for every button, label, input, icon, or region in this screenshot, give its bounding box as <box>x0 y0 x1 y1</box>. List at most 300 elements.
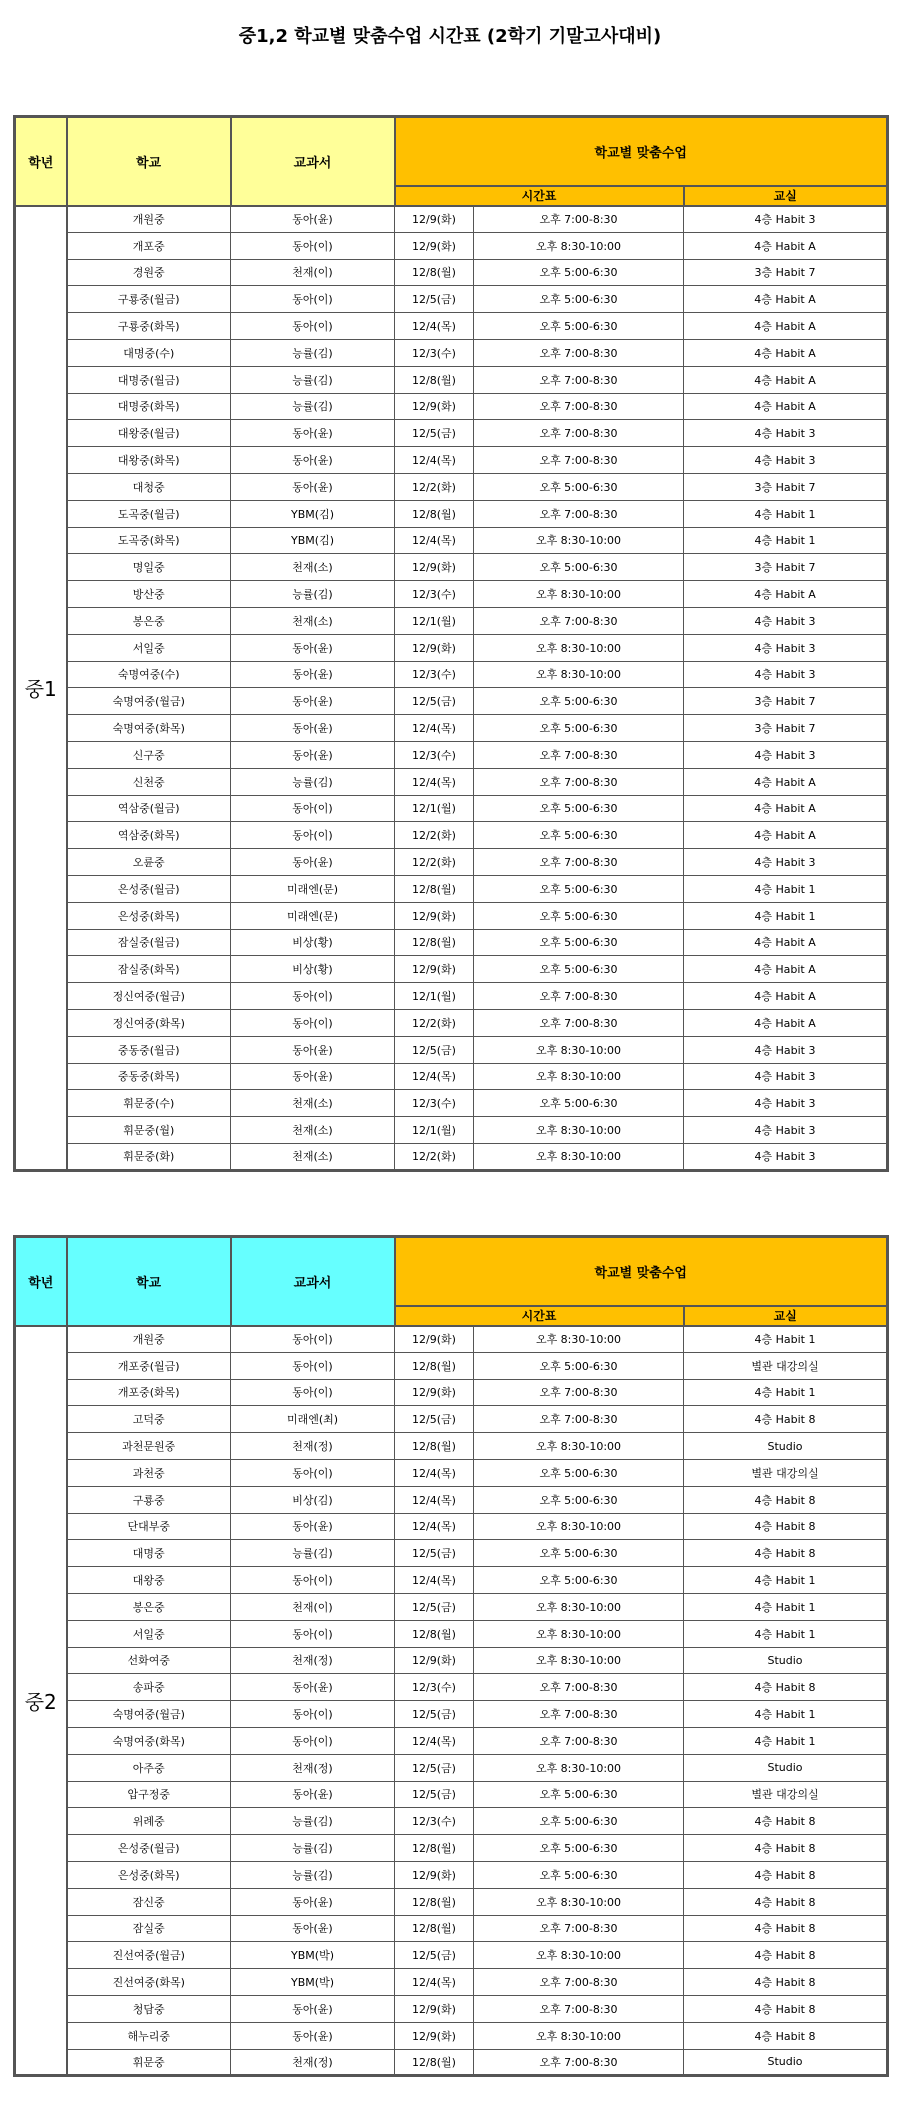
school-cell: 선화여중 <box>67 1647 231 1674</box>
classroom-cell: 4층 Habit 1 <box>684 875 888 902</box>
school-cell: 대명중(화목) <box>67 393 231 420</box>
textbook-cell: 비상(황) <box>231 956 395 983</box>
table-row <box>15 1808 888 1835</box>
date-cell: 12/2(화) <box>395 849 474 876</box>
textbook-cell: 비상(황) <box>231 929 395 956</box>
table-row <box>15 1969 888 1996</box>
textbook-cell: 능률(김) <box>231 1540 395 1567</box>
textbook-cell: 동아(윤) <box>231 715 395 742</box>
classroom-cell: 4층 Habit 1 <box>684 1593 888 1620</box>
school-cell: 진선여중(월금) <box>67 1942 231 1969</box>
classroom-cell: 4층 Habit 3 <box>684 1036 888 1063</box>
school-cell: 과천문원중 <box>67 1433 231 1460</box>
table-row <box>15 1567 888 1594</box>
time-cell: 오후 8:30-10:00 <box>474 1620 684 1647</box>
time-cell: 오후 7:00-8:30 <box>474 768 684 795</box>
table-row <box>15 768 888 795</box>
school-cell: 신천중 <box>67 768 231 795</box>
school-cell: 단대부중 <box>67 1513 231 1540</box>
textbook-cell: 동아(윤) <box>231 2022 395 2049</box>
table-row <box>15 420 888 447</box>
school-cell: 은성중(월금) <box>67 1835 231 1862</box>
time-cell: 오후 8:30-10:00 <box>474 1754 684 1781</box>
school-cell: 봉은중 <box>67 607 231 634</box>
classroom-cell: 4층 Habit 3 <box>684 634 888 661</box>
school-cell: 아주중 <box>67 1754 231 1781</box>
table-row <box>15 741 888 768</box>
table-row <box>15 929 888 956</box>
school-cell: 잠실중 <box>67 1915 231 1942</box>
school-header: 학교 <box>67 117 231 206</box>
classroom-cell: 4층 Habit 1 <box>684 1727 888 1754</box>
time-cell: 오후 5:00-6:30 <box>474 929 684 956</box>
time-cell: 오후 7:00-8:30 <box>474 339 684 366</box>
textbook-cell: YBM(박) <box>231 1969 395 1996</box>
school-cell: 방산중 <box>67 581 231 608</box>
table-row <box>15 1513 888 1540</box>
date-cell: 12/3(수) <box>395 1090 474 1117</box>
classroom-cell: Studio <box>684 1754 888 1781</box>
school-cell: 오륜중 <box>67 849 231 876</box>
textbook-header: 교과서 <box>231 1237 395 1326</box>
time-cell: 오후 5:00-6:30 <box>474 1352 684 1379</box>
time-cell: 오후 8:30-10:00 <box>474 1063 684 1090</box>
classroom-cell: 4층 Habit 1 <box>684 1701 888 1728</box>
date-cell: 12/2(화) <box>395 473 474 500</box>
table-row <box>15 1647 888 1674</box>
textbook-cell: 동아(윤) <box>231 206 395 233</box>
textbook-cell: 동아(이) <box>231 1326 395 1353</box>
table-row <box>15 1406 888 1433</box>
time-cell: 오후 8:30-10:00 <box>474 634 684 661</box>
classroom-cell: 4층 Habit 8 <box>684 1513 888 1540</box>
grade1-rows <box>15 206 888 1171</box>
table-row <box>15 1754 888 1781</box>
date-cell: 12/3(수) <box>395 581 474 608</box>
table-row <box>15 259 888 286</box>
date-cell: 12/9(화) <box>395 1326 474 1353</box>
classroom-cell: 4층 Habit 1 <box>684 1620 888 1647</box>
table-row <box>15 393 888 420</box>
classroom-cell: 별관 대강의실 <box>684 1781 888 1808</box>
classroom-cell: 4층 Habit A <box>684 795 888 822</box>
time-cell: 오후 8:30-10:00 <box>474 1593 684 1620</box>
time-cell: 오후 8:30-10:00 <box>474 232 684 259</box>
time-cell: 오후 8:30-10:00 <box>474 1513 684 1540</box>
textbook-cell: 동아(이) <box>231 232 395 259</box>
school-cell: 명일중 <box>67 554 231 581</box>
time-cell: 오후 8:30-10:00 <box>474 1143 684 1170</box>
date-cell: 12/9(화) <box>395 1995 474 2022</box>
table-row <box>15 607 888 634</box>
textbook-cell: 능률(김) <box>231 393 395 420</box>
classroom-cell: 4층 Habit 8 <box>684 1969 888 1996</box>
textbook-cell: 동아(윤) <box>231 1513 395 1540</box>
table-row <box>15 1835 888 1862</box>
table-row <box>15 1379 888 1406</box>
school-cell: 은성중(월금) <box>67 875 231 902</box>
date-cell: 12/4(목) <box>395 313 474 340</box>
school-cell: 휘문중(월) <box>67 1117 231 1144</box>
table-row <box>15 1701 888 1728</box>
classroom-cell: 4층 Habit 3 <box>684 607 888 634</box>
school-cell: 서일중 <box>67 1620 231 1647</box>
textbook-cell: 천재(정) <box>231 1754 395 1781</box>
school-cell: 개원중 <box>67 206 231 233</box>
time-cell: 오후 5:00-6:30 <box>474 1835 684 1862</box>
time-cell: 오후 7:00-8:30 <box>474 1406 684 1433</box>
table-row <box>15 902 888 929</box>
date-cell: 12/1(월) <box>395 795 474 822</box>
classroom-cell: 4층 Habit 3 <box>684 1117 888 1144</box>
textbook-cell: 능률(김) <box>231 366 395 393</box>
time-cell: 오후 5:00-6:30 <box>474 1567 684 1594</box>
date-cell: 12/8(월) <box>395 366 474 393</box>
grade-label: 중2 <box>15 1326 67 2076</box>
time-cell: 오후 5:00-6:30 <box>474 1781 684 1808</box>
date-cell: 12/8(월) <box>395 1835 474 1862</box>
school-cell: 봉은중 <box>67 1593 231 1620</box>
textbook-cell: 동아(이) <box>231 1379 395 1406</box>
textbook-header: 교과서 <box>231 117 395 206</box>
date-cell: 12/4(목) <box>395 1063 474 1090</box>
date-cell: 12/8(월) <box>395 1888 474 1915</box>
table-row <box>15 286 888 313</box>
classroom-cell: 4층 Habit A <box>684 822 888 849</box>
classroom-cell: 4층 Habit 8 <box>684 1995 888 2022</box>
textbook-cell: 천재(소) <box>231 1090 395 1117</box>
classroom-cell: 3층 Habit 7 <box>684 554 888 581</box>
classroom-cell: 4층 Habit 3 <box>684 849 888 876</box>
school-cell: 잠실중(월금) <box>67 929 231 956</box>
date-cell: 12/9(화) <box>395 232 474 259</box>
classroom-cell: 3층 Habit 7 <box>684 473 888 500</box>
textbook-cell: 동아(이) <box>231 795 395 822</box>
school-cell: 개원중 <box>67 1326 231 1353</box>
table-row <box>15 1486 888 1513</box>
table-row <box>15 1036 888 1063</box>
time-cell: 오후 7:00-8:30 <box>474 1969 684 1996</box>
table-row <box>15 1620 888 1647</box>
classroom-cell: 4층 Habit 8 <box>684 1808 888 1835</box>
date-cell: 12/5(금) <box>395 1942 474 1969</box>
school-cell: 숙명여중(수) <box>67 661 231 688</box>
table-row <box>15 1942 888 1969</box>
time-cell: 오후 8:30-10:00 <box>474 661 684 688</box>
school-cell: 서일중 <box>67 634 231 661</box>
textbook-cell: 천재(정) <box>231 1433 395 1460</box>
school-cell: 잠신중 <box>67 1888 231 1915</box>
time-cell: 오후 7:00-8:30 <box>474 366 684 393</box>
grade-header: 학년 <box>15 1237 67 1326</box>
time-cell: 오후 8:30-10:00 <box>474 1647 684 1674</box>
date-cell: 12/8(월) <box>395 1620 474 1647</box>
classroom-cell: 3층 Habit 7 <box>684 715 888 742</box>
table-row <box>15 1781 888 1808</box>
school-cell: 휘문중(수) <box>67 1090 231 1117</box>
date-cell: 12/9(화) <box>395 1647 474 1674</box>
textbook-cell: 미래엔(최) <box>231 1406 395 1433</box>
textbook-cell: 동아(이) <box>231 983 395 1010</box>
classroom-cell: 4층 Habit A <box>684 581 888 608</box>
textbook-cell: 동아(이) <box>231 1620 395 1647</box>
table-row <box>15 1727 888 1754</box>
school-cell: 해누리중 <box>67 2022 231 2049</box>
date-cell: 12/9(화) <box>395 206 474 233</box>
date-cell: 12/8(월) <box>395 259 474 286</box>
school-cell: 위례중 <box>67 1808 231 1835</box>
classroom-cell: 4층 Habit 3 <box>684 447 888 474</box>
table-row <box>15 2022 888 2049</box>
date-cell: 12/5(금) <box>395 1781 474 1808</box>
classroom-cell: 4층 Habit 8 <box>684 1406 888 1433</box>
date-cell: 12/9(화) <box>395 1379 474 1406</box>
time-cell: 오후 7:00-8:30 <box>474 1379 684 1406</box>
time-cell: 오후 7:00-8:30 <box>474 447 684 474</box>
table-row <box>15 527 888 554</box>
time-cell: 오후 5:00-6:30 <box>474 902 684 929</box>
date-cell: 12/5(금) <box>395 1593 474 1620</box>
classroom-cell: 4층 Habit A <box>684 1009 888 1036</box>
time-cell: 오후 7:00-8:30 <box>474 1674 684 1701</box>
date-cell: 12/4(목) <box>395 768 474 795</box>
table-row <box>15 1352 888 1379</box>
time-cell: 오후 8:30-10:00 <box>474 1326 684 1353</box>
classroom-cell: 별관 대강의실 <box>684 1459 888 1486</box>
date-cell: 12/9(화) <box>395 393 474 420</box>
textbook-cell: 능률(김) <box>231 1861 395 1888</box>
school-cell: 중동중(화목) <box>67 1063 231 1090</box>
classroom-cell: 4층 Habit A <box>684 768 888 795</box>
table-row <box>15 232 888 259</box>
textbook-cell: 동아(윤) <box>231 741 395 768</box>
date-cell: 12/8(월) <box>395 1433 474 1460</box>
time-cell: 오후 7:00-8:30 <box>474 1009 684 1036</box>
textbook-cell: 동아(윤) <box>231 688 395 715</box>
time-cell: 오후 5:00-6:30 <box>474 1459 684 1486</box>
table-row <box>15 849 888 876</box>
date-cell: 12/8(월) <box>395 875 474 902</box>
school-cell: 과천중 <box>67 1459 231 1486</box>
classroom-cell: 4층 Habit A <box>684 313 888 340</box>
classroom-cell: 4층 Habit 8 <box>684 1540 888 1567</box>
time-cell: 오후 7:00-8:30 <box>474 206 684 233</box>
table-row <box>15 1995 888 2022</box>
time-cell: 오후 5:00-6:30 <box>474 313 684 340</box>
time-cell: 오후 5:00-6:30 <box>474 473 684 500</box>
school-cell: 신구중 <box>67 741 231 768</box>
date-cell: 12/5(금) <box>395 1406 474 1433</box>
classroom-cell: 4층 Habit 8 <box>684 1486 888 1513</box>
classroom-cell: 4층 Habit 8 <box>684 1915 888 1942</box>
time-cell: 오후 7:00-8:30 <box>474 607 684 634</box>
table-row <box>15 1540 888 1567</box>
textbook-cell: 천재(정) <box>231 1647 395 1674</box>
textbook-cell: 동아(이) <box>231 1701 395 1728</box>
table-row <box>15 447 888 474</box>
date-cell: 12/9(화) <box>395 554 474 581</box>
table-row <box>15 581 888 608</box>
school-cell: 숙명여중(월금) <box>67 1701 231 1728</box>
date-cell: 12/4(목) <box>395 715 474 742</box>
date-cell: 12/4(목) <box>395 527 474 554</box>
classroom-cell: 4층 Habit A <box>684 232 888 259</box>
date-cell: 12/4(목) <box>395 447 474 474</box>
classroom-cell: 4층 Habit A <box>684 929 888 956</box>
time-cell: 오후 7:00-8:30 <box>474 393 684 420</box>
classroom-cell: 4층 Habit 3 <box>684 420 888 447</box>
school-cell: 개포중 <box>67 232 231 259</box>
table-row <box>15 366 888 393</box>
table-row <box>15 875 888 902</box>
textbook-cell: 동아(윤) <box>231 473 395 500</box>
table-row <box>15 688 888 715</box>
school-cell: 숙명여중(화목) <box>67 1727 231 1754</box>
classroom-cell: 4층 Habit 1 <box>684 1567 888 1594</box>
school-cell: 역삼중(화목) <box>67 822 231 849</box>
classroom-cell: 4층 Habit 3 <box>684 741 888 768</box>
school-cell: 대왕중(화목) <box>67 447 231 474</box>
date-cell: 12/5(금) <box>395 1754 474 1781</box>
time-cell: 오후 8:30-10:00 <box>474 527 684 554</box>
time-cell: 오후 5:00-6:30 <box>474 1808 684 1835</box>
table-row <box>15 1861 888 1888</box>
time-cell: 오후 7:00-8:30 <box>474 420 684 447</box>
date-cell: 12/4(목) <box>395 1727 474 1754</box>
textbook-cell: 동아(이) <box>231 313 395 340</box>
classroom-cell: 4층 Habit A <box>684 339 888 366</box>
table-row <box>15 206 888 233</box>
school-cell: 구룡중 <box>67 1486 231 1513</box>
time-cell: 오후 5:00-6:30 <box>474 1861 684 1888</box>
grade-header: 학년 <box>15 117 67 206</box>
textbook-cell: 천재(이) <box>231 1593 395 1620</box>
classroom-cell: 4층 Habit 1 <box>684 1326 888 1353</box>
date-cell: 12/4(목) <box>395 1459 474 1486</box>
classroom-header: 교실 <box>684 186 888 206</box>
textbook-cell: 동아(윤) <box>231 1781 395 1808</box>
textbook-cell: 능률(김) <box>231 581 395 608</box>
time-cell: 오후 7:00-8:30 <box>474 849 684 876</box>
date-cell: 12/3(수) <box>395 1808 474 1835</box>
school-header: 학교 <box>67 1237 231 1326</box>
classroom-cell: 4층 Habit A <box>684 286 888 313</box>
date-cell: 12/9(화) <box>395 2022 474 2049</box>
table-row <box>15 1915 888 1942</box>
textbook-cell: YBM(김) <box>231 500 395 527</box>
table-row <box>15 1674 888 1701</box>
date-cell: 12/1(월) <box>395 1117 474 1144</box>
classroom-cell: 별관 대강의실 <box>684 1352 888 1379</box>
classroom-cell: Studio <box>684 2049 888 2076</box>
classroom-cell: 4층 Habit 8 <box>684 1942 888 1969</box>
table-row <box>15 1090 888 1117</box>
table-row <box>15 661 888 688</box>
textbook-cell: 동아(윤) <box>231 1674 395 1701</box>
classroom-cell: 4층 Habit 3 <box>684 661 888 688</box>
time-cell: 오후 7:00-8:30 <box>474 983 684 1010</box>
school-cell: 잠실중(화목) <box>67 956 231 983</box>
textbook-cell: 비상(김) <box>231 1486 395 1513</box>
time-cell: 오후 5:00-6:30 <box>474 259 684 286</box>
table-row <box>15 1063 888 1090</box>
time-cell: 오후 7:00-8:30 <box>474 1915 684 1942</box>
time-cell: 오후 8:30-10:00 <box>474 1117 684 1144</box>
textbook-cell: 능률(김) <box>231 768 395 795</box>
school-cell: 중동중(월금) <box>67 1036 231 1063</box>
time-cell: 오후 5:00-6:30 <box>474 1486 684 1513</box>
textbook-cell: 동아(윤) <box>231 1036 395 1063</box>
time-cell: 오후 5:00-6:30 <box>474 688 684 715</box>
table-row <box>15 822 888 849</box>
textbook-cell: 천재(이) <box>231 259 395 286</box>
textbook-cell: YBM(박) <box>231 1942 395 1969</box>
date-cell: 12/1(월) <box>395 983 474 1010</box>
date-cell: 12/9(화) <box>395 956 474 983</box>
classroom-cell: 4층 Habit 8 <box>684 1835 888 1862</box>
textbook-cell: 천재(소) <box>231 1143 395 1170</box>
textbook-cell: 동아(이) <box>231 1727 395 1754</box>
school-cell: 개포중(화목) <box>67 1379 231 1406</box>
time-cell: 오후 7:00-8:30 <box>474 500 684 527</box>
school-cell: 청담중 <box>67 1995 231 2022</box>
school-cell: 도곡중(화목) <box>67 527 231 554</box>
table-row <box>15 1593 888 1620</box>
table-row <box>15 983 888 1010</box>
textbook-cell: 동아(이) <box>231 286 395 313</box>
school-cell: 숙명여중(월금) <box>67 688 231 715</box>
textbook-cell: 동아(이) <box>231 822 395 849</box>
classroom-cell: Studio <box>684 1647 888 1674</box>
table-row <box>15 313 888 340</box>
textbook-cell: 동아(윤) <box>231 447 395 474</box>
classroom-cell: 4층 Habit A <box>684 983 888 1010</box>
time-cell: 오후 5:00-6:30 <box>474 1090 684 1117</box>
textbook-cell: 미래엔(문) <box>231 902 395 929</box>
textbook-cell: 동아(윤) <box>231 661 395 688</box>
school-cell: 구룡중(월금) <box>67 286 231 313</box>
classroom-cell: 4층 Habit A <box>684 366 888 393</box>
date-cell: 12/2(화) <box>395 1143 474 1170</box>
table-row <box>15 473 888 500</box>
custom-class-header: 학교별 맞춤수업 <box>395 117 888 186</box>
table-row <box>15 339 888 366</box>
table-row <box>15 1143 888 1170</box>
date-cell: 12/5(금) <box>395 688 474 715</box>
time-cell: 오후 7:00-8:30 <box>474 1995 684 2022</box>
table-row <box>15 1326 888 1353</box>
grade2-rows <box>15 1326 888 2076</box>
school-cell: 대명중(월금) <box>67 366 231 393</box>
classroom-cell: 4층 Habit 3 <box>684 206 888 233</box>
time-cell: 오후 8:30-10:00 <box>474 2022 684 2049</box>
school-cell: 개포중(월금) <box>67 1352 231 1379</box>
table-row <box>15 795 888 822</box>
classroom-cell: 4층 Habit 3 <box>684 1090 888 1117</box>
school-cell: 은성중(화목) <box>67 1861 231 1888</box>
classroom-cell: 4층 Habit 1 <box>684 527 888 554</box>
school-cell: 대명중(수) <box>67 339 231 366</box>
textbook-cell: 천재(소) <box>231 554 395 581</box>
table-row <box>15 1433 888 1460</box>
classroom-cell: 4층 Habit 3 <box>684 1063 888 1090</box>
table-row <box>15 554 888 581</box>
table-row <box>15 956 888 983</box>
school-cell: 대왕중 <box>67 1567 231 1594</box>
classroom-cell: 3층 Habit 7 <box>684 688 888 715</box>
textbook-cell: 동아(윤) <box>231 420 395 447</box>
textbook-cell: YBM(김) <box>231 527 395 554</box>
